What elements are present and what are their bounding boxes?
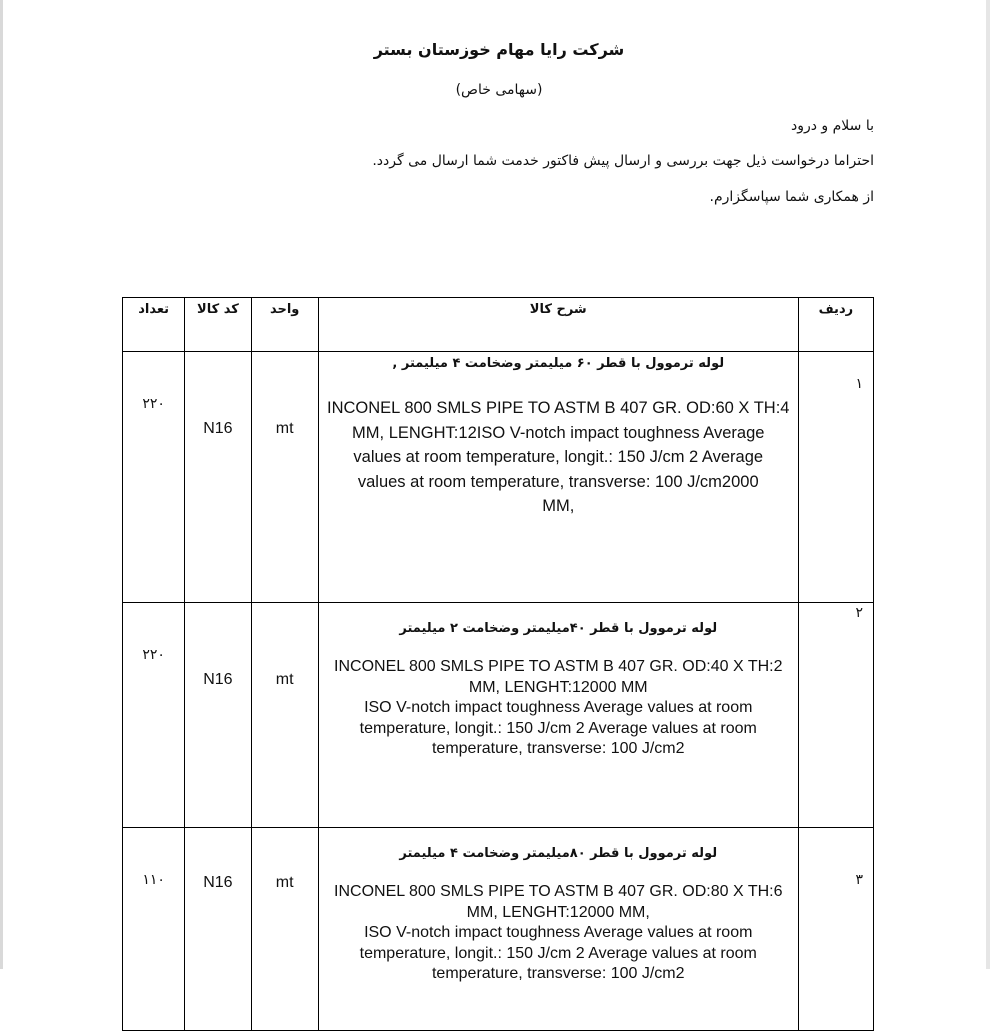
page-edge-right	[986, 0, 990, 969]
company-name: شرکت رایا مهام خوزستان بستر	[373, 40, 625, 59]
item-unit: mt	[251, 352, 318, 603]
letter-body: احتراما درخواست ذیل جهت بررسی و ارسال پیش فاکتور خدمت شما ارسال می گردد.	[372, 153, 874, 169]
header-code: کد کالا	[185, 298, 251, 352]
item-unit: mt	[251, 828, 318, 1031]
description-english	[319, 882, 798, 985]
description-persian: لوله ترموول با قطر ۶۰ میلیمتر وضخامت ۴ میلیمتر ,	[392, 356, 725, 371]
description-line: MM, LENGHT:12000 MM	[468, 678, 648, 696]
company-type: (سهامی خاص)	[455, 82, 543, 98]
item-quantity: ۲۲۰	[123, 603, 185, 828]
item-code: N16	[185, 352, 251, 603]
table-header-row	[123, 298, 874, 352]
description-english	[319, 396, 798, 519]
description-line: INCONEL 800 SMLS PIPE TO ASTM B 407 GR. OD:60 X TH:4	[327, 399, 790, 417]
description-line: ISO V-notch impact toughness Average values at room	[364, 699, 753, 716]
description-line: ISO V-notch impact toughness Average values at room	[364, 924, 753, 941]
letter-greeting: با سلام و درود	[790, 118, 874, 134]
item-code: N16	[185, 603, 251, 828]
row-number: ۱	[798, 352, 873, 603]
table-row	[123, 828, 874, 1031]
description-english	[319, 657, 798, 760]
row-number: ۲	[798, 603, 873, 828]
description-line: temperature, longit.: 150 J/cm 2 Average values at room	[359, 719, 757, 737]
description-line: temperature, transverse: 100 J/cm2	[431, 740, 685, 757]
page-edge-left	[0, 0, 3, 969]
description-line: temperature, transverse: 100 J/cm2	[431, 965, 685, 982]
description-line: values at room temperature, longit.: 150 J/cm 2 Average	[353, 448, 764, 466]
item-quantity: ۱۱۰	[123, 828, 185, 1031]
table-row	[123, 352, 874, 603]
item-unit: mt	[251, 603, 318, 828]
header-quantity: تعداد	[123, 298, 185, 352]
items-table	[122, 297, 874, 1031]
description-line: MM, LENGHT:12ISO V-notch impact toughness Average	[352, 423, 765, 442]
row-number: ۳	[798, 828, 873, 1031]
item-description	[318, 603, 798, 828]
table-row	[123, 603, 874, 828]
header-description: شرح کالا	[318, 298, 798, 352]
item-quantity: ۲۲۰	[123, 352, 185, 603]
header-unit: واحد	[251, 298, 318, 352]
item-code: N16	[185, 828, 251, 1031]
item-description	[318, 352, 798, 603]
description-persian: لوله ترموول با قطر ۴۰میلیمتر وضخامت ۲ میلیمتر	[399, 621, 718, 636]
description-line: MM, LENGHT:12000 MM,	[466, 903, 650, 921]
description-persian: لوله ترموول با قطر ۸۰میلیمتر وضخامت ۴ میلیمتر	[399, 846, 718, 861]
description-line: MM,	[542, 497, 575, 515]
description-line: values at room temperature, transverse: 100 J/cm2000	[357, 472, 759, 491]
letter-closing: از همکاری شما سپاسگزارم.	[709, 189, 874, 205]
header-row-number: ردیف	[798, 298, 873, 352]
description-line: INCONEL 800 SMLS PIPE TO ASTM B 407 GR. OD:80 X TH:6	[334, 883, 783, 900]
description-line: temperature, longit.: 150 J/cm 2 Average values at room	[359, 944, 757, 962]
item-description	[318, 828, 798, 1031]
description-line: INCONEL 800 SMLS PIPE TO ASTM B 407 GR. OD:40 X TH:2	[334, 658, 783, 675]
